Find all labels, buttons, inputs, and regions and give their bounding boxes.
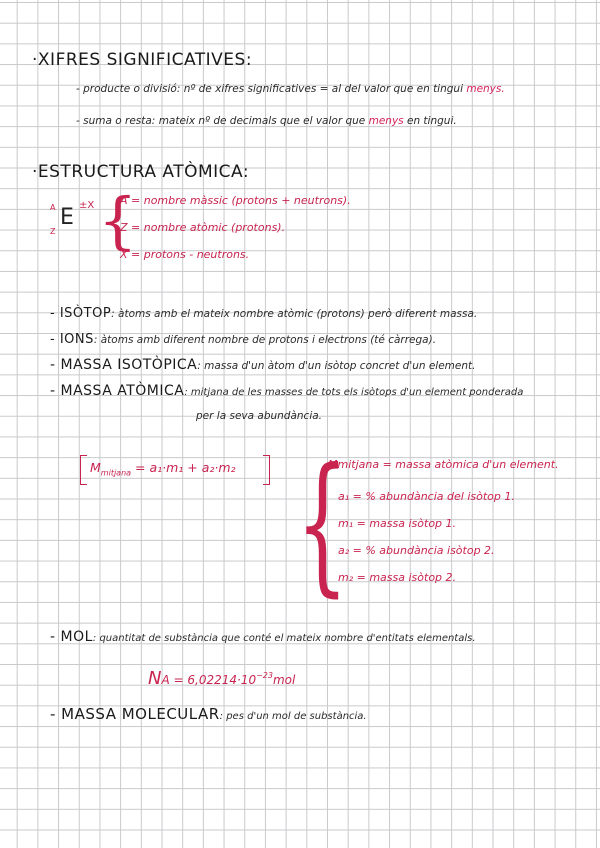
def-isotop xyxy=(50,302,477,321)
def-mass-number: A = nombre màssic (protons + neutrons). xyxy=(120,194,351,207)
legend-a1: a₁ = % abundància del isòtop 1. xyxy=(338,490,515,503)
legend-a2: a₂ = % abundància isòtop 2. xyxy=(338,544,495,557)
xifres-rule-sum-highlight: menys xyxy=(368,115,404,127)
def-mol xyxy=(50,626,476,645)
term-massa-molecular: - MASSA MOLECULAR xyxy=(50,705,220,723)
legend-m1: m₁ = massa isòtop 1. xyxy=(338,517,457,530)
formula-rhs: = a₁·m₁ + a₂·m₂ xyxy=(131,460,236,475)
term-isotop: - ISÒTOP xyxy=(50,306,112,321)
text-massa-atomica-cont: per la seva abundància. xyxy=(196,410,323,422)
legend-mmitjana: Mmitjana = massa atòmica d'un element. xyxy=(328,458,559,471)
legend-brace: { xyxy=(296,437,349,611)
term-ions: - IONS xyxy=(50,332,94,347)
xifres-rule-sum xyxy=(76,115,457,127)
formula-bracket-left xyxy=(80,455,87,485)
formula-m-subscript: mitjana xyxy=(100,468,132,478)
formula-bracket-right xyxy=(263,455,270,485)
term-massa-isotopica: - MASSA ISOTÒPICA xyxy=(50,357,198,373)
def-ions xyxy=(50,328,436,347)
xifres-rule-sum-text: - suma o resta: mateix nº de decimals que el valor que xyxy=(76,115,369,127)
element-symbol: E xyxy=(60,205,74,230)
def-charge: X = protons - neutrons. xyxy=(120,248,250,261)
text-mol: : quantitat de substància que conté el mateix nombre d'entitats elementals. xyxy=(92,633,476,644)
text-massa-atomica: : mitjana de les masses de tots els isòtops d'un element ponderada xyxy=(184,387,524,398)
def-massa-molecular xyxy=(50,704,367,723)
def-atomic-number: Z = nombre atòmic (protons). xyxy=(120,221,286,234)
avogadro-unit: mol xyxy=(272,673,296,687)
xifres-rule-product-text: - producte o divisió: nº de xifres significatives = al del valor que en tingui xyxy=(76,83,467,95)
text-massa-isotopica: : massa d'un àtom d'un isòtop concret d'un element. xyxy=(197,360,476,372)
avogadro-value: = 6,02214·10 xyxy=(169,673,257,687)
text-isotop: : àtoms amb el mateix nombre atòmic (protons) però diferent massa. xyxy=(111,308,478,320)
atomic-number-label: Z xyxy=(50,227,56,236)
avogadro-exponent: −23 xyxy=(256,671,273,680)
term-massa-atomica: - MASSA ATÒMICA xyxy=(50,383,185,399)
text-massa-molecular: : pes d'un mol de substància. xyxy=(219,711,367,722)
heading-xifres: ·XIFRES SIGNIFICATIVES: xyxy=(32,50,253,70)
text-ions: : àtoms amb diferent nombre de protons i electrons (té càrrega). xyxy=(93,334,437,346)
charge-label: ±X xyxy=(79,200,95,211)
legend-m2: m₂ = massa isòtop 2. xyxy=(338,571,457,584)
formula-average-mass xyxy=(90,460,236,478)
def-massa-isotopica xyxy=(50,354,476,373)
xifres-rule-product-highlight: menys. xyxy=(466,83,505,95)
avogadro-n: N xyxy=(148,668,162,689)
def-massa-atomica xyxy=(50,380,523,399)
mass-number-label: A xyxy=(50,203,56,212)
xifres-rule-product xyxy=(76,83,505,95)
term-mol: - MOL xyxy=(50,629,93,645)
formula-m-symbol: M xyxy=(90,460,101,475)
heading-estructura: ·ESTRUCTURA ATÒMICA: xyxy=(32,162,250,182)
xifres-rule-sum-tail: en tingui. xyxy=(403,115,457,127)
avogadro-constant xyxy=(148,668,295,689)
avogadro-subscript: A xyxy=(161,673,170,687)
notation-brace: { xyxy=(98,184,138,257)
